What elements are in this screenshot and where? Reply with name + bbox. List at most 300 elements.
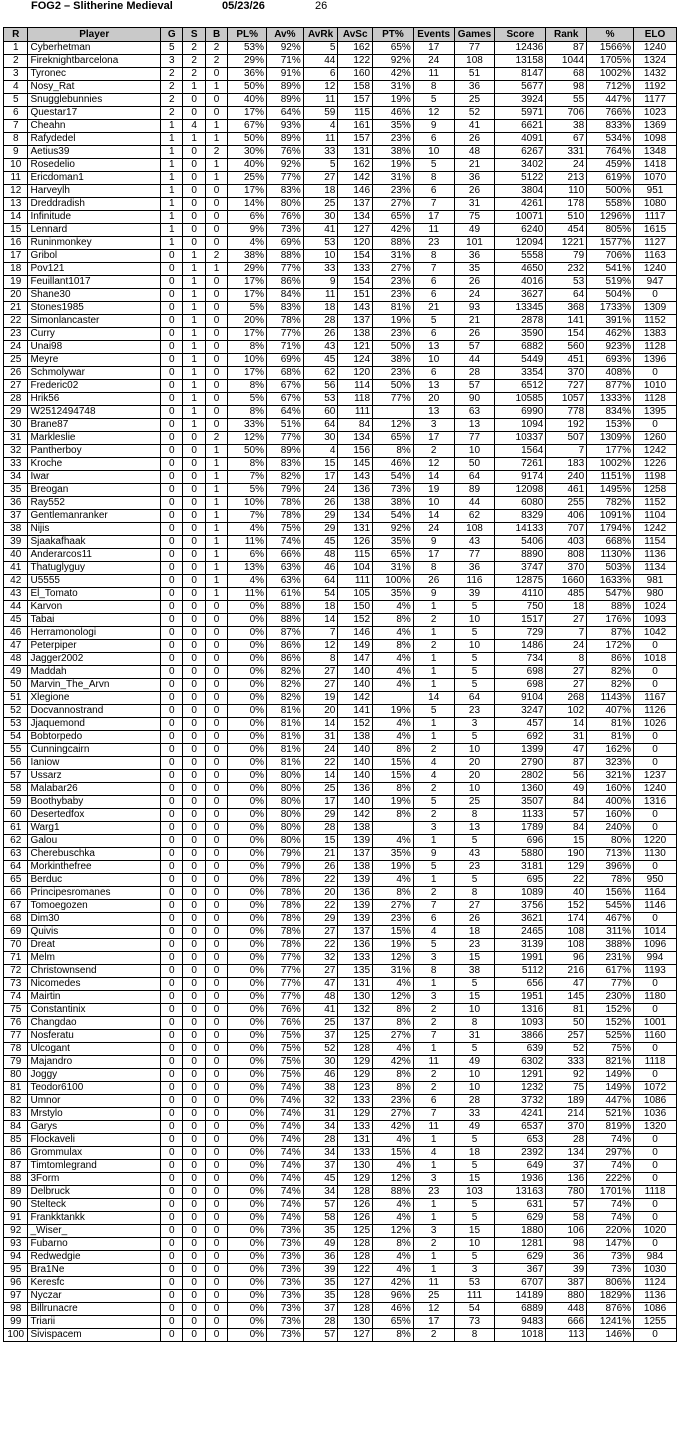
cell-b: 1 [205,510,227,523]
cell-pl-pct: 17% [228,289,267,302]
cell-events: 7 [413,1030,454,1043]
cell-rank: 31 [546,731,587,744]
cell-s: 0 [183,510,205,523]
cell-avrk: 4 [303,445,338,458]
cell-pct: 1633% [587,575,634,588]
cell-b: 0 [205,1186,227,1199]
cell-g: 2 [161,107,183,120]
cell-events: 13 [413,341,454,354]
cell-avsc: 151 [338,289,373,302]
cell-score: 1093 [495,1017,546,1030]
cell-player: Frankktankk [28,1212,161,1225]
cell-elo: 1134 [634,562,677,575]
cell-b: 2 [205,432,227,445]
cell-b: 0 [205,354,227,367]
cell-score: 631 [495,1199,546,1212]
cell-avrk: 29 [303,809,338,822]
cell-r: 93 [4,1238,28,1251]
cell-games: 43 [454,536,495,549]
table-row [4,705,677,718]
cell-av-pct: 83% [267,185,304,198]
cell-r: 64 [4,861,28,874]
column-header-rank: Rank [546,28,587,42]
cell-b: 0 [205,1329,227,1342]
cell-pl-pct: 20% [228,315,267,328]
cell-pct: 160% [587,783,634,796]
cell-games: 5 [454,627,495,640]
cell-rank: 7 [546,445,587,458]
cell-avsc: 131 [338,523,373,536]
cell-avrk: 41 [303,224,338,237]
cell-elo: 0 [634,1147,677,1160]
cell-b: 0 [205,1069,227,1082]
cell-pt-pct: 42% [373,68,414,81]
cell-r: 69 [4,926,28,939]
table-body [4,42,677,1342]
cell-g: 0 [161,471,183,484]
cell-avrk: 11 [303,94,338,107]
cell-b: 1 [205,458,227,471]
cell-g: 0 [161,536,183,549]
cell-g: 0 [161,692,183,705]
cell-elo: 1010 [634,380,677,393]
cell-avsc: 120 [338,367,373,380]
cell-s: 1 [183,328,205,341]
cell-events: 10 [413,146,454,159]
cell-s: 0 [183,614,205,627]
table-row [4,68,677,81]
table-row [4,81,677,94]
cell-rank: 189 [546,1095,587,1108]
cell-pt-pct: 23% [373,289,414,302]
cell-pl-pct: 0% [228,731,267,744]
cell-score: 2465 [495,926,546,939]
cell-pl-pct: 0% [228,965,267,978]
cell-elo: 1316 [634,796,677,809]
cell-pt-pct: 31% [373,81,414,94]
cell-av-pct: 81% [267,718,304,731]
cell-av-pct: 76% [267,1017,304,1030]
table-row [4,1329,677,1342]
cell-events: 1 [413,718,454,731]
cell-rank: 84 [546,822,587,835]
cell-pct: 156% [587,887,634,900]
cell-elo: 1180 [634,991,677,1004]
cell-events: 14 [413,510,454,523]
cell-score: 3590 [495,328,546,341]
cell-b: 0 [205,1043,227,1056]
cell-s: 0 [183,822,205,835]
cell-pt-pct: 19% [373,861,414,874]
cell-rank: 87 [546,757,587,770]
table-row [4,107,677,120]
cell-b: 0 [205,1121,227,1134]
cell-b: 0 [205,926,227,939]
table-row [4,874,677,887]
cell-g: 0 [161,1017,183,1030]
cell-b: 0 [205,1303,227,1316]
cell-s: 1 [183,367,205,380]
cell-events: 2 [413,1329,454,1342]
cell-av-pct: 64% [267,406,304,419]
cell-av-pct: 82% [267,471,304,484]
cell-b: 0 [205,1290,227,1303]
cell-player: Runinmonkey [28,237,161,250]
cell-pct: 160% [587,809,634,822]
cell-games: 5 [454,679,495,692]
cell-avsc: 138 [338,731,373,744]
cell-pct: 177% [587,445,634,458]
cell-score: 13345 [495,302,546,315]
cell-g: 0 [161,809,183,822]
cell-s: 0 [183,978,205,991]
cell-score: 6889 [495,1303,546,1316]
cell-avrk: 30 [303,1056,338,1069]
cell-games: 50 [454,458,495,471]
cell-pl-pct: 0% [228,627,267,640]
cell-games: 5 [454,1043,495,1056]
cell-avsc: 158 [338,81,373,94]
cell-pl-pct: 0% [228,1303,267,1316]
cell-rank: 24 [546,159,587,172]
cell-elo: 1127 [634,237,677,250]
cell-score: 8890 [495,549,546,562]
cell-b: 0 [205,666,227,679]
cell-pt-pct: 15% [373,926,414,939]
table-row [4,146,677,159]
cell-elo: 0 [634,1004,677,1017]
cell-avrk: 22 [303,900,338,913]
cell-avrk: 57 [303,1329,338,1342]
cell-av-pct: 69% [267,237,304,250]
cell-pct: 230% [587,991,634,1004]
cell-avrk: 28 [303,315,338,328]
cell-b: 0 [205,1082,227,1095]
cell-avsc: 127 [338,224,373,237]
cell-pl-pct: 4% [228,575,267,588]
cell-pt-pct: 4% [373,1043,414,1056]
cell-avrk: 28 [303,1316,338,1329]
table-row [4,393,677,406]
cell-events: 1 [413,874,454,887]
cell-av-pct: 75% [267,1056,304,1069]
cell-events: 9 [413,120,454,133]
cell-elo: 1237 [634,770,677,783]
cell-elo: 1258 [634,484,677,497]
cell-player: Dim30 [28,913,161,926]
cell-b: 0 [205,848,227,861]
cell-player: Hrik56 [28,393,161,406]
cell-elo: 1320 [634,1121,677,1134]
cell-pl-pct: 0% [228,718,267,731]
cell-avsc: 139 [338,900,373,913]
cell-b: 0 [205,874,227,887]
cell-b: 0 [205,614,227,627]
cell-av-pct: 93% [267,120,304,133]
table-row [4,991,677,1004]
cell-score: 1291 [495,1069,546,1082]
cell-b: 0 [205,406,227,419]
cell-rank: 47 [546,744,587,757]
cell-avsc: 156 [338,445,373,458]
cell-b: 0 [205,289,227,302]
cell-games: 35 [454,263,495,276]
cell-pl-pct: 0% [228,1225,267,1238]
table-row [4,627,677,640]
cell-av-pct: 77% [267,965,304,978]
cell-score: 1018 [495,1329,546,1342]
cell-r: 58 [4,783,28,796]
cell-avsc: 157 [338,94,373,107]
cell-avrk: 52 [303,1043,338,1056]
cell-pl-pct: 0% [228,796,267,809]
table-row [4,666,677,679]
cell-pct: 617% [587,965,634,978]
cell-avrk: 34 [303,1147,338,1160]
cell-b: 0 [205,861,227,874]
cell-pct: 834% [587,406,634,419]
cell-avrk: 47 [303,978,338,991]
cell-av-pct: 61% [267,588,304,601]
cell-elo: 0 [634,679,677,692]
cell-avrk: 35 [303,1290,338,1303]
cell-pt-pct: 46% [373,458,414,471]
cell-r: 77 [4,1030,28,1043]
cell-pt-pct: 35% [373,536,414,549]
cell-pt-pct: 4% [373,627,414,640]
table-row [4,1030,677,1043]
cell-events: 11 [413,1056,454,1069]
cell-s: 0 [183,757,205,770]
cell-avrk: 45 [303,1173,338,1186]
cell-b: 0 [205,796,227,809]
cell-r: 90 [4,1199,28,1212]
cell-games: 10 [454,744,495,757]
cell-av-pct: 78% [267,874,304,887]
cell-pct: 73% [587,1264,634,1277]
cell-pt-pct: 8% [373,1082,414,1095]
cell-g: 0 [161,757,183,770]
cell-s: 0 [183,588,205,601]
cell-pct: 821% [587,1056,634,1069]
cell-s: 0 [183,211,205,224]
cell-games: 26 [454,276,495,289]
cell-pt-pct: 77% [373,393,414,406]
cell-r: 75 [4,1004,28,1017]
cell-r: 82 [4,1095,28,1108]
cell-avsc: 131 [338,146,373,159]
table-row [4,1173,677,1186]
cell-av-pct: 74% [267,1095,304,1108]
cell-elo: 1118 [634,1056,677,1069]
cell-g: 0 [161,458,183,471]
cell-events: 4 [413,1147,454,1160]
cell-rank: 707 [546,523,587,536]
cell-avrk: 26 [303,861,338,874]
cell-pl-pct: 7% [228,471,267,484]
cell-rank: 666 [546,1316,587,1329]
cell-g: 0 [161,250,183,263]
cell-r: 86 [4,1147,28,1160]
cell-player: Grommulax [28,1147,161,1160]
cell-avrk: 8 [303,653,338,666]
cell-avsc: 111 [338,406,373,419]
cell-avsc: 129 [338,1056,373,1069]
cell-events: 6 [413,328,454,341]
cell-player: Shane30 [28,289,161,302]
cell-rank: 255 [546,497,587,510]
cell-games: 10 [454,1238,495,1251]
cell-g: 0 [161,1121,183,1134]
cell-pct: 1495% [587,484,634,497]
cell-avrk: 22 [303,874,338,887]
cell-s: 0 [183,731,205,744]
cell-player: Nyczar [28,1290,161,1303]
cell-r: 55 [4,744,28,757]
cell-pct: 78% [587,874,634,887]
cell-score: 5122 [495,172,546,185]
cell-pct: 1577% [587,237,634,250]
table-row [4,1225,677,1238]
cell-rank: 214 [546,1108,587,1121]
cell-pct: 81% [587,718,634,731]
cell-avrk: 35 [303,1277,338,1290]
cell-pl-pct: 0% [228,913,267,926]
cell-avrk: 20 [303,887,338,900]
cell-r: 72 [4,965,28,978]
cell-pl-pct: 0% [228,1160,267,1173]
cell-s: 0 [183,627,205,640]
cell-avsc: 161 [338,120,373,133]
cell-events: 11 [413,68,454,81]
cell-pt-pct: 8% [373,887,414,900]
cell-r: 34 [4,471,28,484]
cell-r: 28 [4,393,28,406]
cell-b: 0 [205,757,227,770]
cell-av-pct: 77% [267,991,304,1004]
cell-s: 0 [183,1004,205,1017]
cell-r: 30 [4,419,28,432]
cell-b: 1 [205,263,227,276]
cell-events: 5 [413,705,454,718]
cell-r: 45 [4,614,28,627]
cell-score: 3354 [495,367,546,380]
cell-rank: 58 [546,1212,587,1225]
cell-pct: 75% [587,1043,634,1056]
cell-avsc: 140 [338,757,373,770]
cell-s: 1 [183,419,205,432]
cell-games: 10 [454,783,495,796]
cell-score: 6537 [495,1121,546,1134]
cell-avrk: 35 [303,1225,338,1238]
cell-av-pct: 86% [267,640,304,653]
cell-pt-pct: 81% [373,302,414,315]
cell-g: 0 [161,1108,183,1121]
cell-player: Markleslie [28,432,161,445]
cell-avsc: 136 [338,939,373,952]
cell-games: 75 [454,211,495,224]
cell-b: 0 [205,1251,227,1264]
cell-player: Infinitude [28,211,161,224]
cell-s: 2 [183,68,205,81]
cell-player: Cyberhetman [28,42,161,55]
cell-b: 0 [205,68,227,81]
cell-score: 629 [495,1251,546,1264]
cell-pl-pct: 0% [228,887,267,900]
column-header-elo: ELO [634,28,677,42]
cell-b: 0 [205,1173,227,1186]
cell-player: Changdao [28,1017,161,1030]
cell-games: 44 [454,497,495,510]
cell-player: Thatuglyguy [28,562,161,575]
cell-events: 6 [413,367,454,380]
cell-player: Mairtin [28,991,161,1004]
cell-rank: 39 [546,1264,587,1277]
cell-g: 1 [161,172,183,185]
cell-events: 2 [413,744,454,757]
cell-games: 28 [454,367,495,380]
cell-player: Peterpiper [28,640,161,653]
cell-pl-pct: 40% [228,159,267,172]
cell-rank: 448 [546,1303,587,1316]
cell-pt-pct: 4% [373,601,414,614]
cell-player: Majandro [28,1056,161,1069]
cell-b: 1 [205,484,227,497]
cell-pl-pct: 8% [228,406,267,419]
cell-elo: 0 [634,757,677,770]
cell-games: 73 [454,1316,495,1329]
cell-pl-pct: 11% [228,588,267,601]
cell-g: 0 [161,874,183,887]
cell-pl-pct: 7% [228,510,267,523]
cell-avsc: 133 [338,1147,373,1160]
cell-pt-pct: 23% [373,185,414,198]
cell-g: 0 [161,484,183,497]
cell-b: 0 [205,341,227,354]
cell-g: 0 [161,679,183,692]
cell-r: 89 [4,1186,28,1199]
cell-player: Nicomedes [28,978,161,991]
cell-b: 0 [205,224,227,237]
cell-score: 4016 [495,276,546,289]
cell-avsc: 133 [338,1095,373,1108]
cell-score: 653 [495,1134,546,1147]
cell-g: 0 [161,1251,183,1264]
cell-av-pct: 77% [267,172,304,185]
cell-games: 108 [454,523,495,536]
cell-pl-pct: 17% [228,185,267,198]
table-row [4,822,677,835]
table-row [4,224,677,237]
table-row [4,406,677,419]
cell-avsc: 104 [338,562,373,575]
cell-pl-pct: 4% [228,237,267,250]
cell-score: 3804 [495,185,546,198]
cell-av-pct: 66% [267,549,304,562]
cell-events: 5 [413,939,454,952]
cell-player: Rafydedel [28,133,161,146]
cell-pct: 323% [587,757,634,770]
cell-player: Gentlemanranker [28,510,161,523]
column-header-b: B [205,28,227,42]
cell-pct: 149% [587,1069,634,1082]
table-row [4,1043,677,1056]
cell-elo: 1255 [634,1316,677,1329]
cell-pct: 467% [587,913,634,926]
cell-av-pct: 89% [267,94,304,107]
cell-rank: 98 [546,81,587,94]
cell-pt-pct: 4% [373,1160,414,1173]
